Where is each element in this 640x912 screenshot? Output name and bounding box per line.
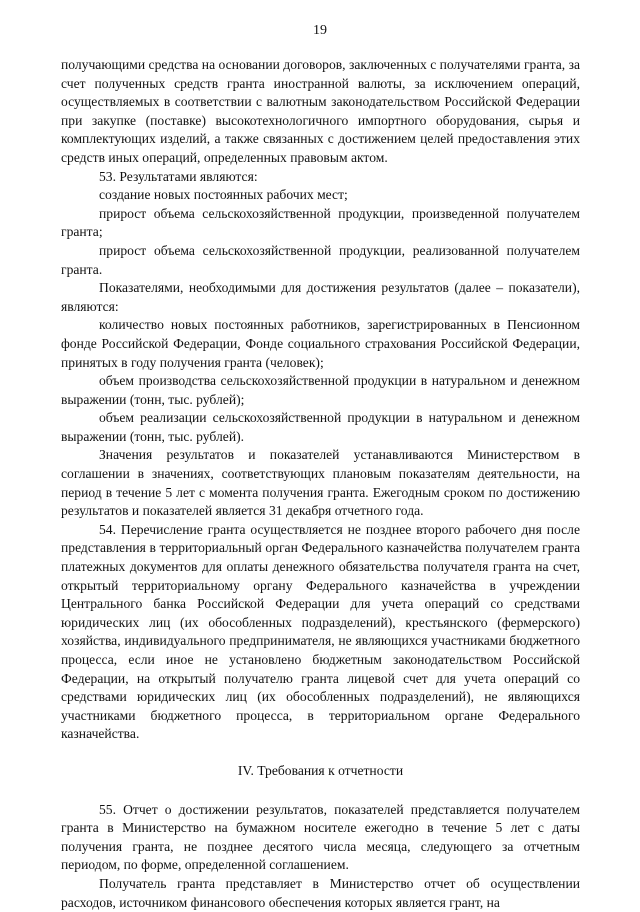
paragraph-values: Значения результатов и показателей устанавливаются Министерством в соглашении в значениях, соответствующих плановым показателям деятельности, на период в течение 5 лет с момента получения гранта. Ежегодным сроком по достижению результатов и показателей является 31 декабря отчетного года. <box>61 447 580 519</box>
indicator-item-employees: количество новых постоянных работников, зарегистрированных в Пенсионном фонде Российской Федерации, Фонде социального страхования Российской Федерации, принятых в году получения гранта (человек); <box>61 317 580 370</box>
result-item-jobs: создание новых постоянных рабочих мест; <box>99 187 348 203</box>
page-number: 19 <box>313 23 327 38</box>
paragraph-continuation: получающими средства на основании договоров, заключенных с получателями гранта, за счет полученных средств гранта иностранной валюты, за исключением операций, осуществляемых в соответствии с валютным законодательством Российской Федерации при закупке (поставке) высокотехнологичного импортного оборудования, сырья и комплектующих изделий, а также связанных с достижением целей предоставления этих средств иных операций, определенных правовым актом. <box>61 57 580 165</box>
paragraph-expenses-report: Получатель гранта представляет в Министерство отчет об осуществлении расходов, источником финансового обеспечения которых является грант, на <box>61 875 580 910</box>
result-item-production: прирост объема сельскохозяйственной продукции, произведенной получателем гранта; <box>61 205 580 240</box>
paragraph-54-transfer: 54. Перечисление гранта осуществляется не позднее второго рабочего дня после представления в территориальный орган Федерального казначейства получателем гранта платежных документов для оплаты денежного обязательства получателя гранта на счет, открытый территориальному органу Федерального казначейства в учреждении Центрального банка Российской Федерации для учета операций со средствами юридических лиц (их обособленных подразделений), крестьянского (фермерского) хозяйства, индивидуального предпринимателя, не являющихся участниками бюджетного процесса, если иное не установлено бюджетным законодательством Российской Федерации, на открытый получателю гранта лицевой счет для учета операций со средствами юридических лиц (их обособленных подразделений), не являющихся участниками бюджетного процесса, в территориальном органе Федерального казначейства. <box>61 521 580 742</box>
result-item-sales: прирост объема сельскохозяйственной продукции, реализованной получателем гранта. <box>61 242 580 277</box>
document-body <box>61 56 580 912</box>
paragraph-indicators: Показателями, необходимыми для достижения результатов (далее – показатели), являются: <box>61 280 580 314</box>
paragraph-55-report: 55. Отчет о достижении результатов, показателей представляется получателем гранта в Министерство на бумажном носителе ежегодно в течение 5 лет с даты получения гранта, не позднее десятого числа месяца, следующего за отчетным периодом, по форме, определенной соглашением. <box>61 801 580 873</box>
paragraph-53-results: 53. Результатами являются: <box>99 168 258 184</box>
indicator-item-production-volume: объем производства сельскохозяйственной продукции в натуральном и денежном выражении (тонн, тыс. рублей); <box>61 373 580 407</box>
indicator-item-sales-volume: объем реализации сельскохозяйственной продукции в натуральном и денежном выражении (тонн, тыс. рублей). <box>61 410 580 444</box>
section-heading: IV. Требования к отчетности <box>237 762 404 778</box>
